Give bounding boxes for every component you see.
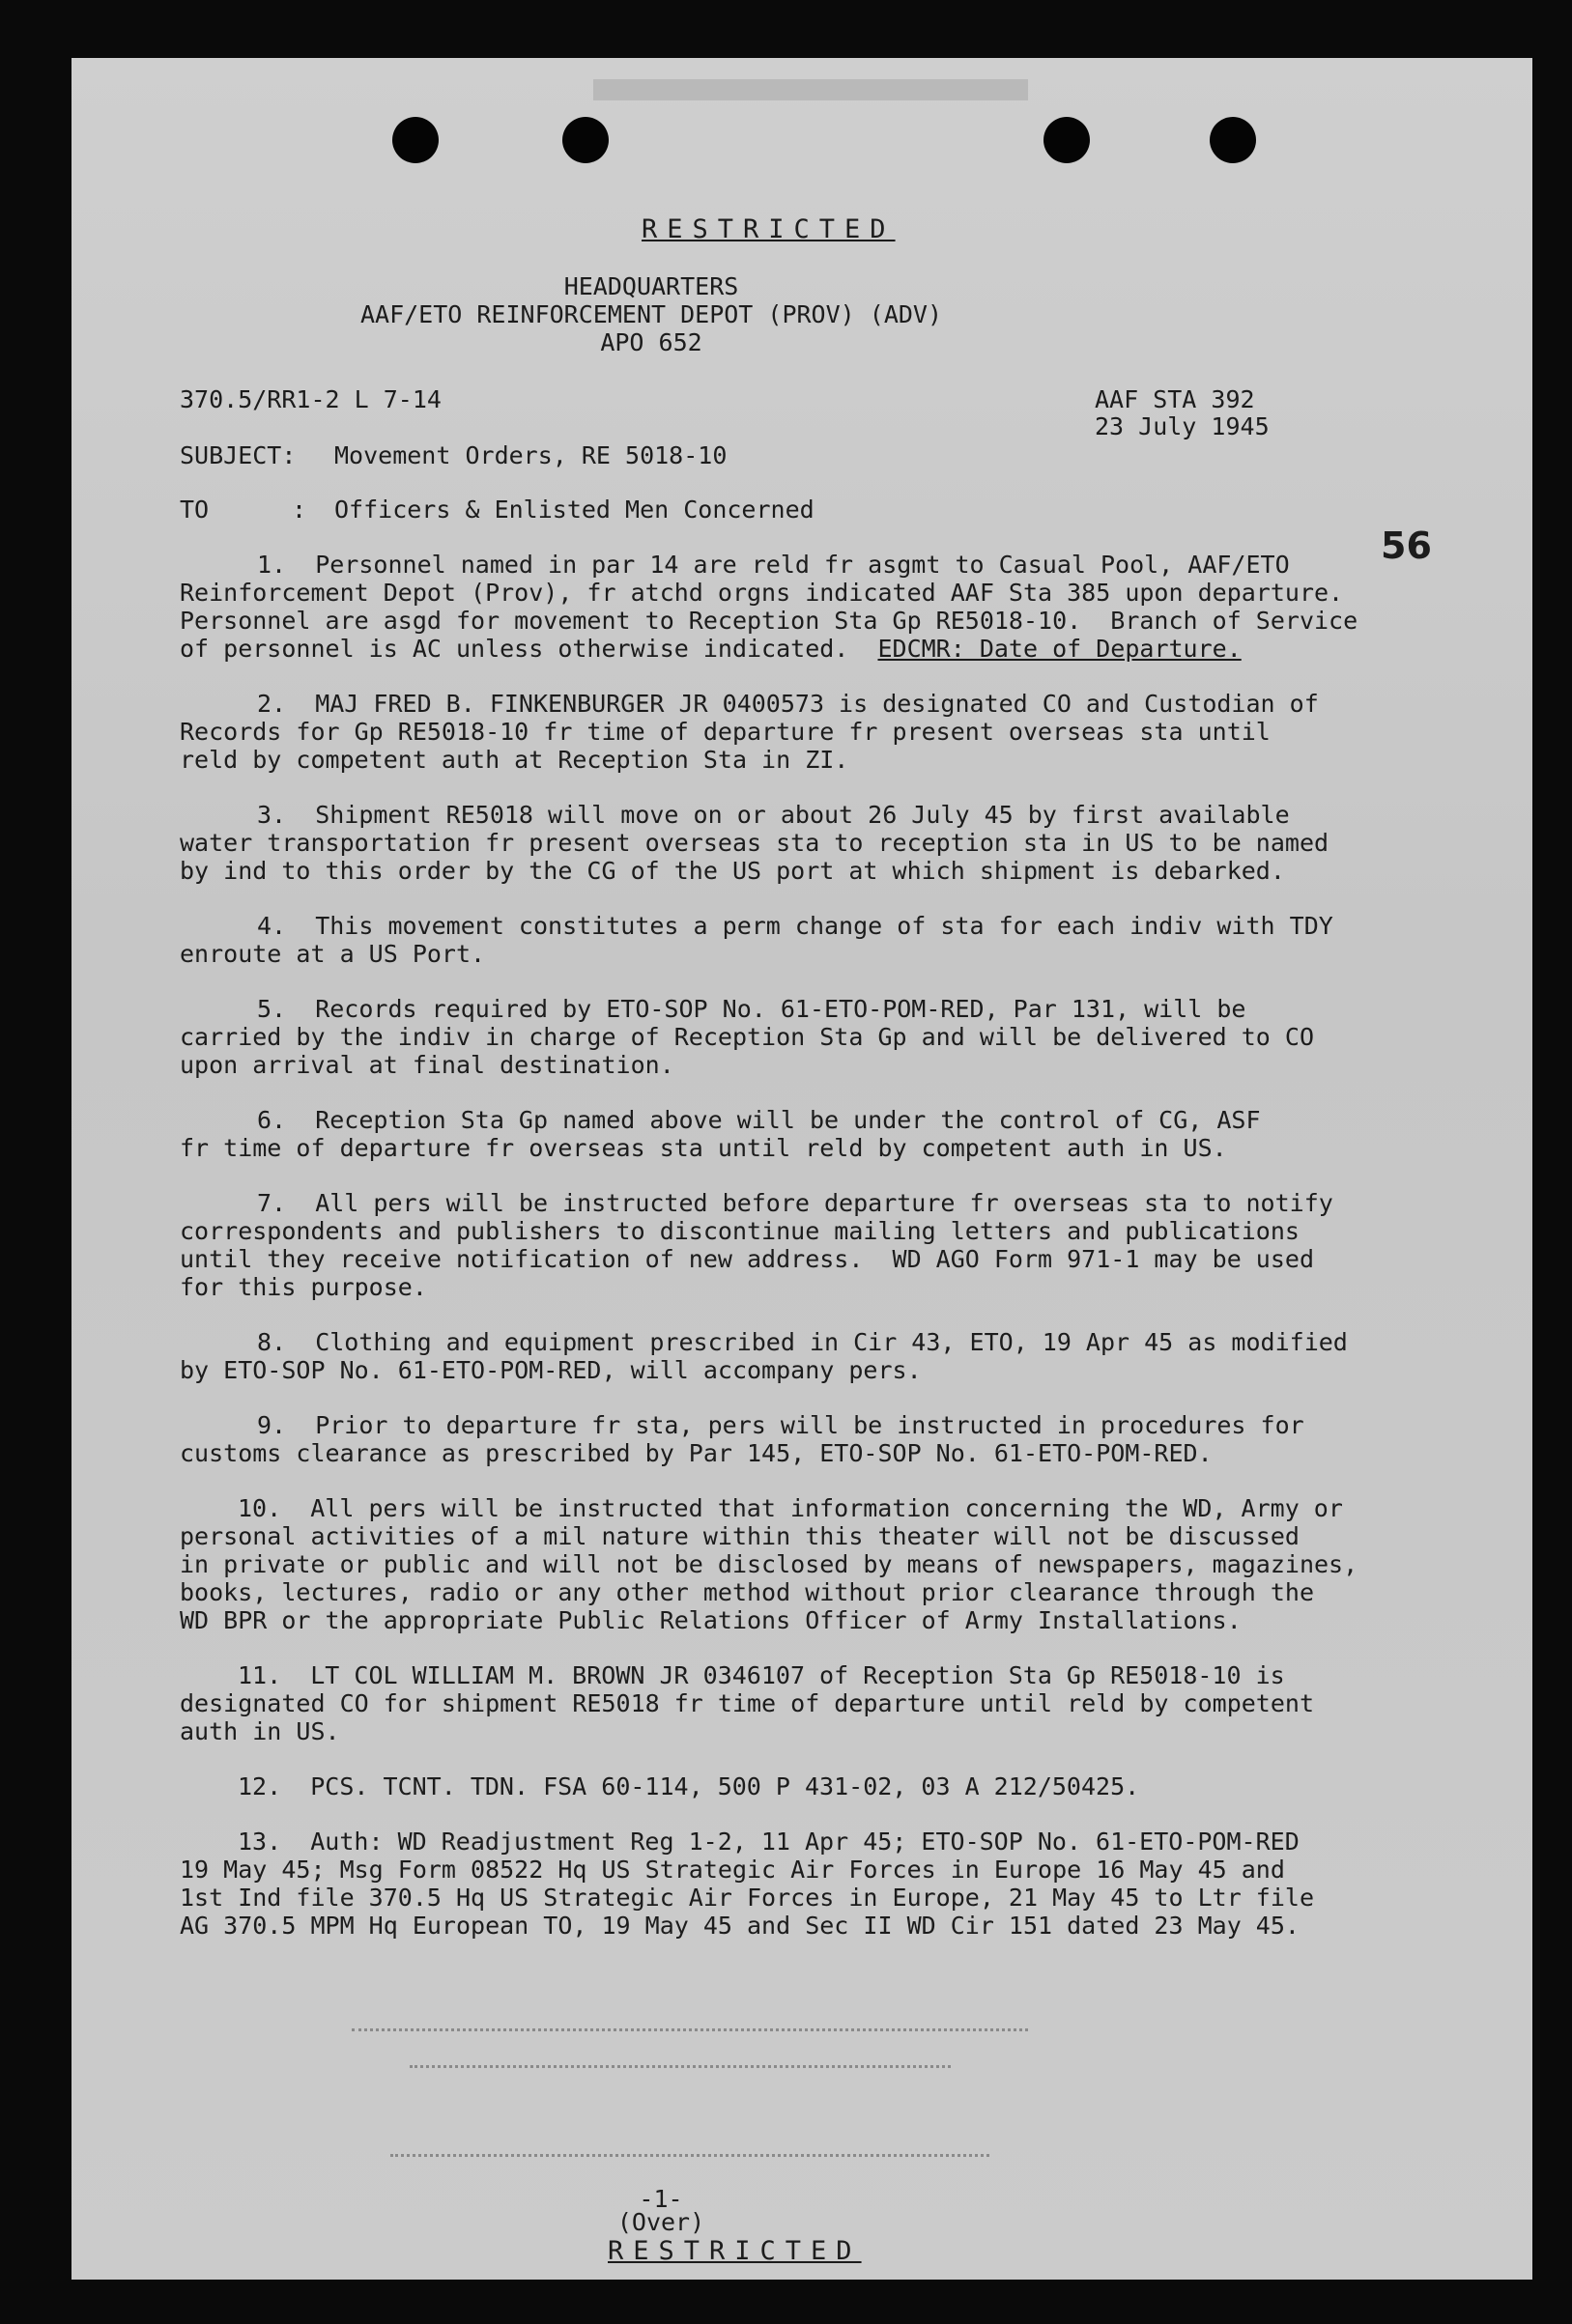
para-10-line: 10. All pers will be instructed that information concerning the WD, Army or	[238, 1494, 1343, 1522]
para-5-line: upon arrival at final destination.	[180, 1051, 674, 1079]
subject-label: SUBJECT:	[180, 441, 297, 469]
classification-footer: RESTRICTED	[608, 2236, 862, 2266]
punch-hole	[1210, 117, 1256, 163]
para-12-line: 12. PCS. TCNT. TDN. FSA 60-114, 500 P 431-02, 03 A 212/50425.	[238, 1772, 1140, 1800]
para-1-line	[180, 635, 1242, 664]
para-4-line: enroute at a US Port.	[180, 940, 486, 968]
classification-header: RESTRICTED	[642, 214, 896, 244]
para-5-line: carried by the indiv in charge of Reception Sta Gp and will be delivered to CO	[180, 1023, 1314, 1051]
para-10-line: in private or public and will not be disclosed by means of newspapers, magazines,	[180, 1550, 1358, 1578]
para-2-line: Records for Gp RE5018-10 fr time of departure fr present overseas sta until	[180, 718, 1271, 746]
faint-bleed-through	[352, 2028, 1028, 2034]
para-4-line: 4. This movement constitutes a perm change of sta for each indiv with TDY	[257, 912, 1333, 940]
para-8-line: by ETO-SOP No. 61-ETO-POM-RED, will accompany pers.	[180, 1356, 922, 1384]
para-3-line: water transportation fr present overseas sta to reception sta in US to be named	[180, 829, 1329, 857]
para-9-line: customs clearance as prescribed by Par 145, ETO-SOP No. 61-ETO-POM-RED.	[180, 1439, 1213, 1467]
para-13-line: AG 370.5 MPM Hq European TO, 19 May 45 and Sec II WD Cir 151 dated 23 May 45.	[180, 1912, 1300, 1940]
edcmr-note: EDCMR: Date of Departure.	[877, 635, 1242, 663]
para-3-line: by ind to this order by the CG of the US port at which shipment is debarked.	[180, 857, 1285, 885]
punch-hole	[562, 117, 609, 163]
para-5-line: 5. Records required by ETO-SOP No. 61-ETO-POM-RED, Par 131, will be	[257, 995, 1246, 1023]
para-3-line: 3. Shipment RE5018 will move on or about 26 July 45 by first available	[257, 801, 1290, 829]
para-10-line: personal activities of a mil nature within this theater will not be discussed	[180, 1522, 1300, 1550]
para-1-line: Personnel are asgd for movement to Reception Sta Gp RE5018-10. Branch of Service	[180, 607, 1358, 635]
para-2-line: 2. MAJ FRED B. FINKENBURGER JR 0400573 is designated CO and Custodian of	[257, 690, 1319, 718]
para-7-line: 7. All pers will be instructed before departure fr overseas sta to notify	[257, 1189, 1333, 1217]
unit-line: AAF/ETO REINFORCEMENT DEPOT (PROV) (ADV)	[359, 300, 943, 328]
para-7-line: correspondents and publishers to discontinue mailing letters and publications	[180, 1217, 1300, 1245]
addressee: Officers & Enlisted Men Concerned	[334, 496, 815, 524]
para-10-line: WD BPR or the appropriate Public Relations Officer of Army Installations.	[180, 1606, 1242, 1634]
document-page	[71, 58, 1532, 2280]
para-7-line: until they receive notification of new address. WD AGO Form 971-1 may be used	[180, 1245, 1314, 1273]
to-colon: :	[292, 496, 307, 524]
para-6-line: 6. Reception Sta Gp named above will be under the control of CG, ASF	[257, 1106, 1261, 1134]
faint-bleed-through	[410, 2065, 951, 2071]
handwritten-page-mark: 56	[1381, 524, 1432, 567]
para-9-line: 9. Prior to departure fr sta, pers will be instructed in procedures for	[257, 1411, 1304, 1439]
para-1-text: of personnel is AC unless otherwise indicated.	[180, 635, 878, 663]
para-11-line: auth in US.	[180, 1717, 340, 1745]
para-10-line: books, lectures, radio or any other method without prior clearance through the	[180, 1578, 1314, 1606]
file-reference: 370.5/RR1-2 L 7-14	[180, 385, 442, 413]
page-number: -1-	[639, 2185, 683, 2213]
para-11-line: 11. LT COL WILLIAM M. BROWN JR 0346107 of Reception Sta Gp RE5018-10 is	[238, 1661, 1285, 1689]
station: AAF STA 392	[1095, 385, 1255, 413]
para-13-line: 19 May 45; Msg Form 08522 Hq US Strategic Air Forces in Europe 16 May 45 and	[180, 1856, 1285, 1884]
apo-line: APO 652	[600, 328, 702, 356]
order-date: 23 July 1945	[1095, 412, 1270, 440]
para-11-line: designated CO for shipment RE5018 fr time of departure until reld by competent	[180, 1689, 1314, 1717]
para-2-line: reld by competent auth at Reception Sta in ZI.	[180, 746, 849, 774]
para-8-line: 8. Clothing and equipment prescribed in Cir 43, ETO, 19 Apr 45 as modified	[257, 1328, 1348, 1356]
para-13-line: 1st Ind file 370.5 Hq US Strategic Air Forces in Europe, 21 May 45 to Ltr file	[180, 1884, 1314, 1912]
punch-hole	[1043, 117, 1090, 163]
para-6-line: fr time of departure fr overseas sta until reld by competent auth in US.	[180, 1134, 1227, 1162]
headquarters-line: HEADQUARTERS	[563, 272, 739, 300]
bleed-through-text	[593, 79, 1028, 100]
para-13-line: 13. Auth: WD Readjustment Reg 1-2, 11 Apr 45; ETO-SOP No. 61-ETO-POM-RED	[238, 1828, 1300, 1856]
punch-hole	[392, 117, 439, 163]
over-note: (Over)	[616, 2208, 705, 2236]
subject: Movement Orders, RE 5018-10	[334, 441, 728, 469]
para-1-line: Reinforcement Depot (Prov), fr atchd orgns indicated AAF Sta 385 upon departure.	[180, 579, 1344, 607]
to-label: TO	[180, 496, 210, 524]
faint-bleed-through	[390, 2154, 989, 2160]
para-7-line: for this purpose.	[180, 1273, 427, 1301]
para-1-line: 1. Personnel named in par 14 are reld fr asgmt to Casual Pool, AAF/ETO	[257, 551, 1290, 579]
